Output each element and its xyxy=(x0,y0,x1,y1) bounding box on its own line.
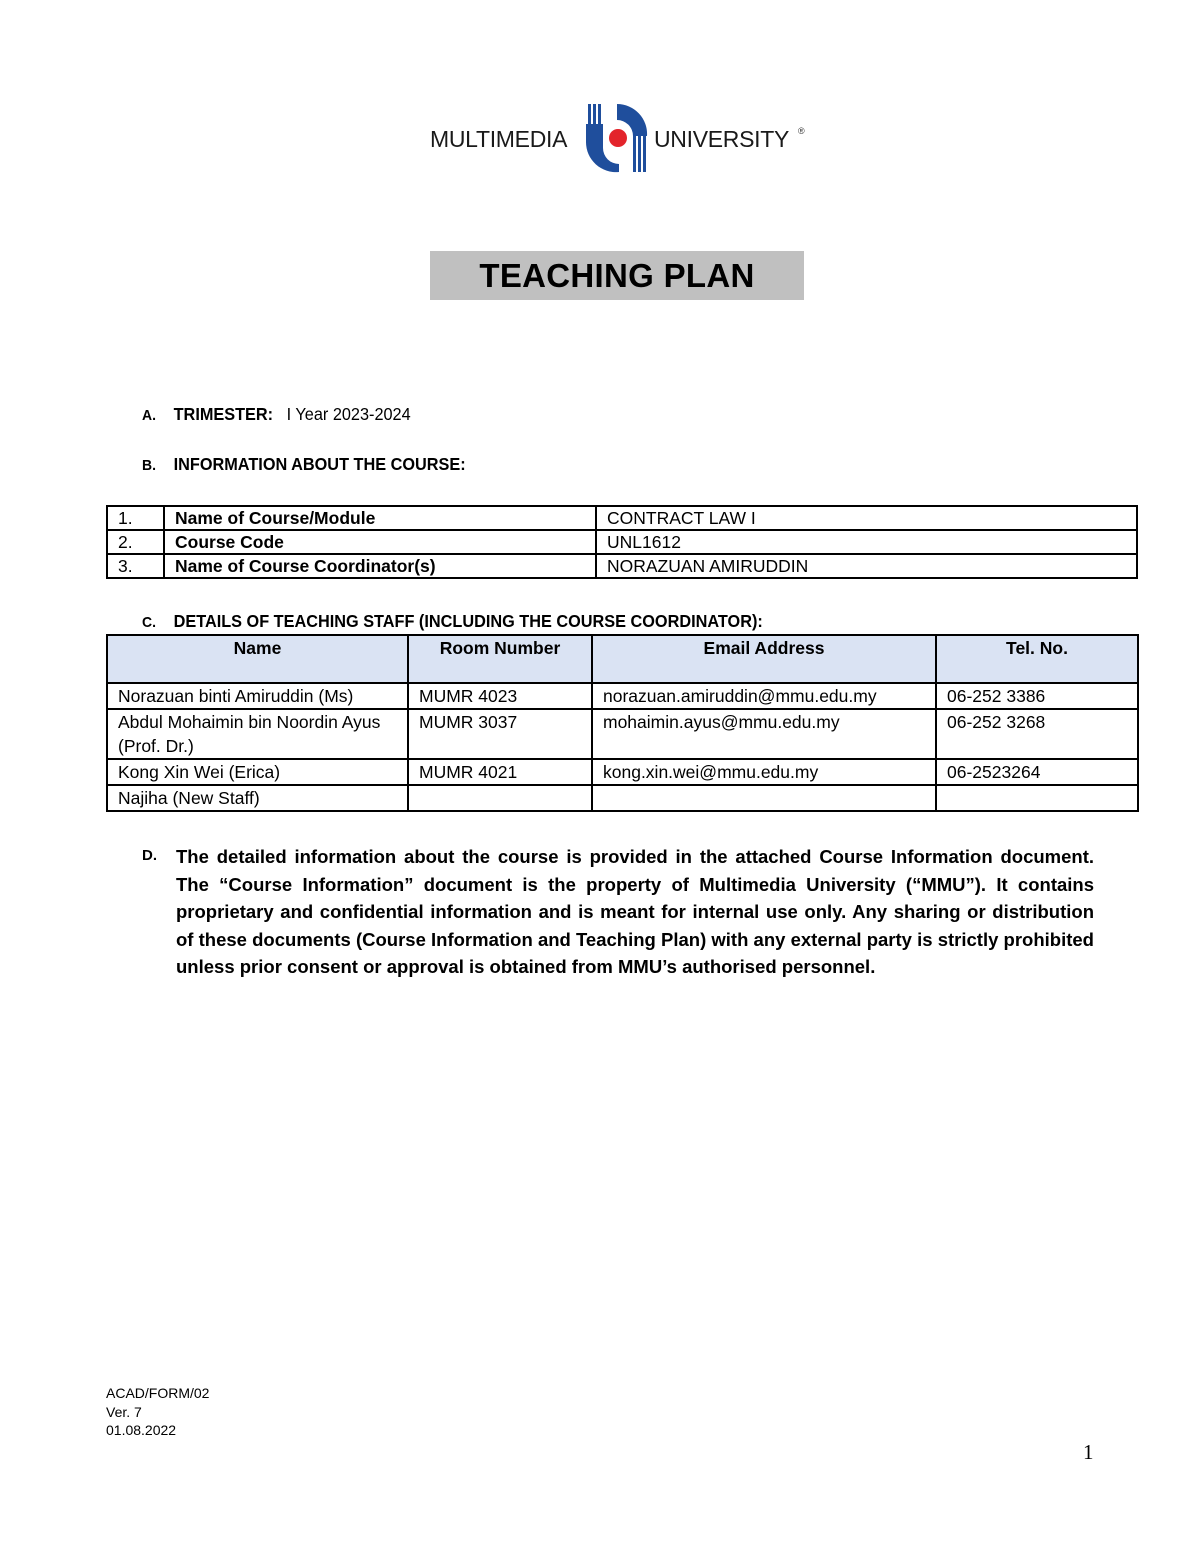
form-footer xyxy=(106,1384,209,1440)
staff-room xyxy=(408,785,592,811)
table-row xyxy=(107,759,1138,785)
table-header-row xyxy=(107,635,1138,683)
section-b-label: INFORMATION ABOUT THE COURSE: xyxy=(173,454,466,474)
table-row xyxy=(107,554,1137,578)
staff-name: Norazuan binti Amiruddin (Ms) xyxy=(107,683,408,709)
course-info-table xyxy=(106,505,1138,579)
staff-room: MUMR 3037 xyxy=(408,709,592,759)
coordinator-value: NORAZUAN AMIRUDDIN xyxy=(596,554,1137,578)
form-date: 01.08.2022 xyxy=(106,1422,177,1438)
field-label: Name of Course/Module xyxy=(164,506,596,530)
staff-email: norazuan.amiruddin@mmu.edu.my xyxy=(592,683,936,709)
staff-table xyxy=(106,634,1139,812)
header-name: Name xyxy=(107,635,408,683)
header-tel: Tel. No. xyxy=(936,635,1138,683)
page-title: TEACHING PLAN xyxy=(479,256,755,294)
staff-name: Najiha (New Staff) xyxy=(107,785,408,811)
staff-room: MUMR 4023 xyxy=(408,683,592,709)
header-email: Email Address xyxy=(592,635,936,683)
field-label: Course Code xyxy=(164,530,596,554)
staff-email: kong.xin.wei@mmu.edu.my xyxy=(592,759,936,785)
staff-email xyxy=(592,785,936,811)
staff-name: Abdul Mohaimin bin Noordin Ayus (Prof. Dr.) xyxy=(107,709,408,759)
form-code: ACAD/FORM/02 xyxy=(106,1385,210,1401)
table-row xyxy=(107,709,1138,759)
section-d-letter: D. xyxy=(142,847,157,864)
page-number: 1 xyxy=(1083,1440,1094,1464)
course-code-value: UNL1612 xyxy=(596,530,1137,554)
staff-tel: 06-2523264 xyxy=(936,759,1138,785)
table-row xyxy=(107,506,1137,530)
section-c-letter: C. xyxy=(142,614,156,631)
logo-right-word: UNIVERSITY xyxy=(654,126,790,152)
section-b xyxy=(142,454,466,475)
staff-tel: 06-252 3268 xyxy=(936,709,1138,759)
staff-email: mohaimin.ayus@mmu.edu.my xyxy=(592,709,936,759)
section-a xyxy=(142,404,411,425)
form-version: Ver. 7 xyxy=(106,1403,142,1420)
staff-tel xyxy=(936,785,1138,811)
staff-tel: 06-252 3386 xyxy=(936,683,1138,709)
logo-left-word: MULTIMEDIA xyxy=(430,126,568,152)
section-a-label: TRIMESTER: xyxy=(173,404,274,424)
trimester-value: I Year 2023-2024 xyxy=(286,404,411,424)
confidentiality-notice: The detailed information about the course is provided in the attached Course Information document. The “Course Information” document is the property of Multimedia University (“MMU”). It contains proprietary and confidential information and is meant for internal use only. Any sharing or distribution of these documents (Course Information and Teaching Plan) with any external party is strictly prohibited unless prior consent or approval is obtained from MMU’s authorised personnel. xyxy=(176,846,1094,977)
section-b-letter: B. xyxy=(142,457,156,474)
table-row xyxy=(107,785,1138,811)
row-number: 2. xyxy=(107,530,164,554)
table-row xyxy=(107,683,1138,709)
university-logo xyxy=(428,100,808,178)
header-room: Room Number xyxy=(408,635,592,683)
staff-room: MUMR 4021 xyxy=(408,759,592,785)
section-c xyxy=(142,611,763,632)
section-a-letter: A. xyxy=(142,407,156,424)
title-box xyxy=(430,251,804,300)
section-c-label: DETAILS OF TEACHING STAFF (INCLUDING THE COURSE COORDINATOR): xyxy=(173,611,763,631)
row-number: 1. xyxy=(107,506,164,530)
staff-name: Kong Xin Wei (Erica) xyxy=(107,759,408,785)
course-name-value: CONTRACT LAW I xyxy=(596,506,1137,530)
table-row xyxy=(107,530,1137,554)
field-label: Name of Course Coordinator(s) xyxy=(164,554,596,578)
row-number: 3. xyxy=(107,554,164,578)
registered-mark: ® xyxy=(798,126,805,136)
mmu-emblem-icon xyxy=(583,100,653,178)
